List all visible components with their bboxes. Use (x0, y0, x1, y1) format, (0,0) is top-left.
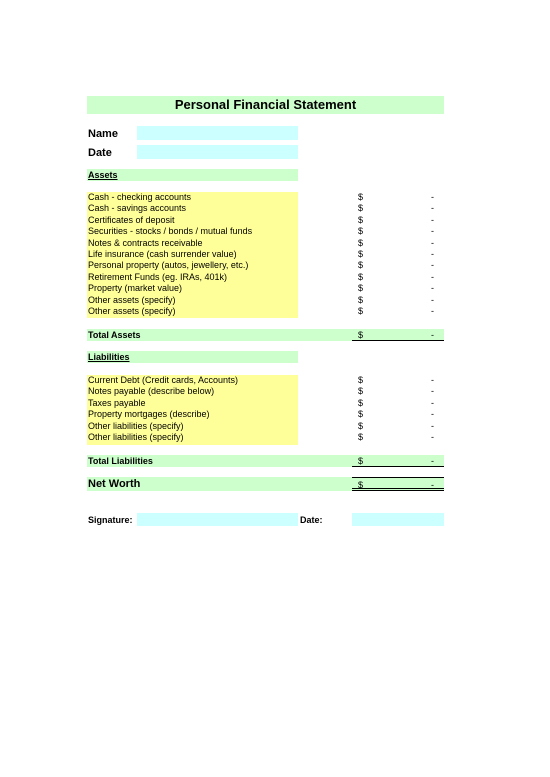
amount-value: - (431, 375, 434, 385)
currency-symbol: $ (358, 260, 364, 271)
amount-value: - (431, 260, 434, 271)
list-item[interactable]: Certificates of deposit (88, 214, 175, 225)
currency-symbol: $ (358, 375, 364, 385)
currency-symbol: $ (358, 409, 364, 420)
asset-value[interactable] (352, 306, 444, 317)
currency-symbol: $ (358, 283, 364, 294)
asset-value[interactable] (352, 295, 444, 306)
date-field[interactable] (137, 145, 298, 159)
asset-value[interactable] (352, 283, 444, 294)
currency-symbol: $ (358, 237, 364, 248)
total-assets-band (298, 329, 352, 341)
currency-symbol: $ (358, 480, 364, 490)
amount-value: - (431, 456, 434, 466)
list-item[interactable]: Property (market value) (88, 283, 183, 294)
asset-value[interactable] (352, 272, 444, 283)
amount-value: - (431, 330, 434, 340)
currency-symbol: $ (358, 271, 364, 282)
list-item[interactable]: Cash - checking accounts (88, 192, 192, 202)
currency-symbol: $ (358, 214, 364, 225)
list-item[interactable]: Other assets (specify) (88, 294, 176, 305)
list-item[interactable]: Personal property (autos, jewellery, etc.) (88, 260, 249, 271)
liabilities-list (87, 375, 298, 445)
asset-value[interactable] (352, 203, 444, 214)
amount-value: - (431, 409, 434, 420)
list-item[interactable]: Retirement Funds (eg. IRAs, 401k) (88, 271, 228, 282)
amount-value: - (431, 294, 434, 305)
footer-date-field[interactable] (352, 513, 444, 526)
asset-value[interactable] (352, 260, 444, 271)
asset-value[interactable] (352, 215, 444, 226)
amount-value: - (431, 306, 434, 316)
total-liabilities-value (352, 455, 444, 467)
liability-value[interactable] (352, 386, 444, 397)
total-assets-label: Total Assets (87, 329, 298, 341)
amount-value: - (431, 237, 434, 248)
name-label: Name (88, 128, 118, 140)
liability-value[interactable] (352, 409, 444, 420)
list-item[interactable]: Current Debt (Credit cards, Accounts) (88, 375, 239, 385)
date-label: Date (88, 147, 112, 159)
currency-symbol: $ (358, 203, 364, 214)
assets-list (87, 192, 298, 318)
amount-value: - (431, 203, 434, 214)
total-liabilities-band (298, 455, 352, 467)
currency-symbol: $ (358, 306, 364, 316)
liabilities-heading: Liabilities (87, 351, 298, 363)
name-field[interactable] (137, 126, 298, 140)
liability-value[interactable] (352, 421, 444, 432)
currency-symbol: $ (358, 192, 364, 202)
amount-value: - (431, 386, 434, 397)
list-item[interactable]: Other assets (specify) (88, 305, 176, 316)
total-assets-value (352, 329, 444, 341)
amount-value: - (431, 192, 434, 202)
asset-value[interactable] (352, 226, 444, 237)
amount-value: - (431, 214, 434, 225)
liability-value[interactable] (352, 432, 444, 443)
list-item[interactable]: Securities - stocks / bonds / mutual funds (88, 226, 253, 237)
currency-symbol: $ (358, 330, 364, 340)
currency-symbol: $ (358, 386, 364, 397)
amount-value: - (431, 480, 434, 490)
list-item[interactable]: Life insurance (cash surrender value) (88, 248, 237, 259)
currency-symbol: $ (358, 420, 364, 431)
amount-value: - (431, 420, 434, 431)
footer-date-label: Date: (300, 515, 323, 525)
amount-value: - (431, 249, 434, 259)
asset-value[interactable] (352, 238, 444, 249)
signature-field[interactable] (137, 513, 298, 526)
amount-value: - (431, 432, 434, 442)
liability-value[interactable] (352, 398, 444, 409)
list-item[interactable]: Taxes payable (88, 397, 146, 408)
currency-symbol: $ (358, 397, 364, 408)
net-worth-band (298, 477, 352, 491)
amount-value: - (431, 226, 434, 237)
list-item[interactable]: Other liabilities (specify) (88, 420, 184, 431)
liability-value[interactable] (352, 375, 444, 386)
amount-value: - (431, 283, 434, 294)
assets-heading: Assets (87, 169, 298, 181)
currency-symbol: $ (358, 432, 364, 442)
net-worth-value (352, 477, 444, 491)
list-item[interactable]: Cash - savings accounts (88, 203, 187, 214)
list-item[interactable]: Property mortgages (describe) (88, 409, 210, 420)
currency-symbol: $ (358, 456, 364, 466)
list-item[interactable]: Notes & contracts receivable (88, 237, 203, 248)
asset-value[interactable] (352, 249, 444, 260)
amount-value: - (431, 271, 434, 282)
list-item[interactable]: Other liabilities (specify) (88, 431, 184, 442)
amount-value: - (431, 397, 434, 408)
net-worth-label: Net Worth (87, 477, 298, 491)
page-title: Personal Financial Statement (87, 96, 444, 114)
currency-symbol: $ (358, 249, 364, 259)
asset-value[interactable] (352, 192, 444, 203)
currency-symbol: $ (358, 226, 364, 237)
signature-label: Signature: (88, 515, 133, 525)
total-liabilities-label: Total Liabilities (87, 455, 298, 467)
currency-symbol: $ (358, 294, 364, 305)
list-item[interactable]: Notes payable (describe below) (88, 386, 215, 397)
